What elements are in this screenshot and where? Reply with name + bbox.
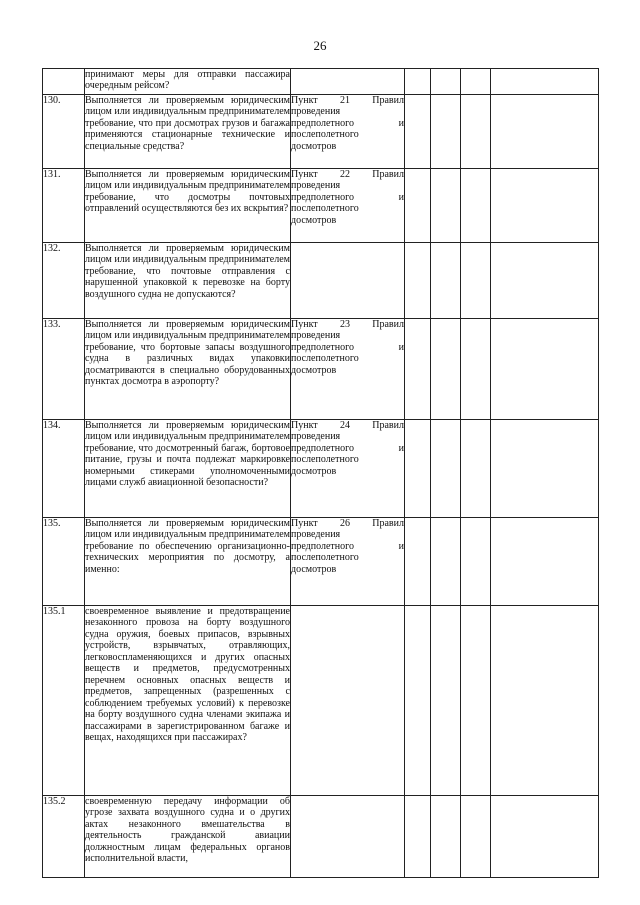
question-text: принимают меры для отправки пассажира очередным рейсом? bbox=[85, 69, 291, 95]
answer-cell bbox=[491, 420, 599, 518]
answer-cell bbox=[431, 243, 461, 319]
ref-word: Пункт bbox=[291, 95, 318, 106]
answer-cell bbox=[431, 518, 461, 606]
legal-reference bbox=[291, 796, 405, 878]
ref-word: досмотров bbox=[291, 364, 337, 376]
answer-cell bbox=[461, 606, 491, 796]
ref-word: послеполетного bbox=[291, 552, 359, 564]
answer-cell bbox=[491, 243, 599, 319]
answer-cell bbox=[491, 69, 599, 95]
answer-cell bbox=[405, 243, 431, 319]
table-row bbox=[43, 169, 599, 243]
answer-cell bbox=[461, 420, 491, 518]
legal-reference bbox=[291, 243, 405, 319]
row-number bbox=[43, 69, 85, 95]
table-row bbox=[43, 95, 599, 169]
ref-word: предполетного bbox=[291, 117, 354, 129]
ref-word: Пункт bbox=[291, 169, 318, 180]
answer-cell bbox=[491, 95, 599, 169]
ref-word: предполетного bbox=[291, 540, 354, 552]
answer-cell bbox=[405, 518, 431, 606]
ref-word: Пункт bbox=[291, 319, 318, 330]
answer-cell bbox=[405, 319, 431, 420]
answer-cell bbox=[431, 95, 461, 169]
ref-word: досмотров bbox=[291, 465, 337, 477]
answer-cell bbox=[405, 420, 431, 518]
ref-item-number: 24 bbox=[339, 420, 350, 431]
ref-word: досмотров bbox=[291, 140, 337, 152]
table-row bbox=[43, 796, 599, 878]
ref-word: проведения bbox=[291, 529, 341, 541]
answer-cell bbox=[405, 796, 431, 878]
ref-item-number: 26 bbox=[339, 518, 350, 529]
ref-word: послеполетного bbox=[291, 353, 359, 365]
row-number: 135.1 bbox=[43, 606, 85, 796]
legal-reference bbox=[291, 319, 405, 420]
answer-cell bbox=[431, 796, 461, 878]
answer-cell bbox=[491, 606, 599, 796]
legal-reference bbox=[291, 169, 405, 243]
legal-reference bbox=[291, 95, 405, 169]
ref-word: досмотров bbox=[291, 563, 337, 575]
answer-cell bbox=[461, 69, 491, 95]
answer-cell bbox=[461, 796, 491, 878]
answer-cell bbox=[405, 69, 431, 95]
ref-word: Пункт bbox=[291, 518, 318, 529]
ref-word: предполетного bbox=[291, 341, 354, 353]
answer-cell bbox=[491, 169, 599, 243]
ref-word: Пункт bbox=[291, 420, 318, 431]
ref-word: проведения bbox=[291, 106, 341, 118]
row-number: 131. bbox=[43, 169, 85, 243]
page-number: 26 bbox=[313, 38, 327, 53]
table-row bbox=[43, 420, 599, 518]
answer-cell bbox=[491, 319, 599, 420]
answer-cell bbox=[491, 796, 599, 878]
ref-word: послеполетного bbox=[291, 203, 359, 215]
table-row bbox=[43, 69, 599, 95]
row-number: 133. bbox=[43, 319, 85, 420]
ref-word: проведения bbox=[291, 330, 341, 342]
ref-word: предполетного bbox=[291, 442, 354, 454]
row-number: 135. bbox=[43, 518, 85, 606]
question-text: своевременное выявление и предотвращение незаконного провоза на борту воздушного судна оружия, боевых припасов, взрывных устройств, взрывчатых, отравляющих, легковоспламеняющихся и других опасных веществ и предметов, предусмотренных перечнем основных опасных веществ и предметов, запрещенных (разрешенных с соблюдением требуемых условий) к перевозке на борту воздушного судна членами экипажа и пассажирами в зарегистрированном багаже и вещах, находящихся при пассажирах? bbox=[85, 606, 291, 796]
ref-word: Правил bbox=[372, 420, 404, 431]
table-row bbox=[43, 243, 599, 319]
row-number: 134. bbox=[43, 420, 85, 518]
question-text: Выполняется ли проверяемым юридическим лицом или индивидуальным предпринимателем требование, что досмотры почтовых отправлений осуществляются без их вскрытия? bbox=[85, 169, 291, 243]
ref-item-number: 21 bbox=[339, 95, 350, 106]
row-number: 135.2 bbox=[43, 796, 85, 878]
ref-word: проведения bbox=[291, 180, 341, 192]
legal-reference bbox=[291, 518, 405, 606]
question-text: Выполняется ли проверяемым юридическим лицом или индивидуальным предпринимателем требование, что бортовые запасы воздушного судна в различных видах упаковки досматриваются в специально оборудованных пунктах досмотра в аэропорту? bbox=[85, 319, 291, 420]
ref-word: Правил bbox=[372, 518, 404, 529]
question-text: Выполняется ли проверяемым юридическим лицом или индивидуальным предпринимателем требование по обеспечению организационно-технических мероприятия по досмотру, а именно: bbox=[85, 518, 291, 606]
ref-word: Правил bbox=[372, 95, 404, 106]
answer-cell bbox=[461, 243, 491, 319]
ref-word: послеполетного bbox=[291, 129, 359, 141]
answer-cell bbox=[431, 319, 461, 420]
answer-cell bbox=[405, 95, 431, 169]
answer-cell bbox=[431, 169, 461, 243]
ref-item-number: 23 bbox=[339, 319, 350, 330]
answer-cell bbox=[431, 420, 461, 518]
ref-word: и bbox=[398, 540, 404, 552]
checklist-table bbox=[42, 68, 599, 878]
ref-word: послеполетного bbox=[291, 454, 359, 466]
answer-cell bbox=[491, 518, 599, 606]
ref-word: и bbox=[398, 191, 404, 203]
answer-cell bbox=[431, 606, 461, 796]
ref-word: и bbox=[398, 442, 404, 454]
answer-cell bbox=[461, 319, 491, 420]
ref-word: Правил bbox=[372, 319, 404, 330]
answer-cell bbox=[461, 169, 491, 243]
answer-cell bbox=[461, 95, 491, 169]
question-text: Выполняется ли проверяемым юридическим лицом или индивидуальным предпринимателем требование, что при досмотрах грузов и багажа применяются стационарные технические и специальные средства? bbox=[85, 95, 291, 169]
question-text: своевременную передачу информации об угрозе захвата воздушного судна и о других актах незаконного вмешательства в деятельность гражданской авиации должностным лицам федеральных органов исполнительной власти, bbox=[85, 796, 291, 878]
ref-word: и bbox=[398, 341, 404, 353]
question-text: Выполняется ли проверяемым юридическим лицом или индивидуальным предпринимателем требование, что досмотренный багаж, бортовое питание, грузы и почта подлежат маркировке номерными стикерами уполномоченными лицами служб авиационной безопасности? bbox=[85, 420, 291, 518]
ref-item-number: 22 bbox=[339, 169, 350, 180]
answer-cell bbox=[431, 69, 461, 95]
table-row bbox=[43, 606, 599, 796]
row-number: 132. bbox=[43, 243, 85, 319]
answer-cell bbox=[461, 518, 491, 606]
ref-word: проведения bbox=[291, 431, 341, 443]
legal-reference bbox=[291, 606, 405, 796]
ref-word: Правил bbox=[372, 169, 404, 180]
ref-word: досмотров bbox=[291, 214, 337, 226]
legal-reference bbox=[291, 420, 405, 518]
table-row bbox=[43, 518, 599, 606]
answer-cell bbox=[405, 169, 431, 243]
row-number: 130. bbox=[43, 95, 85, 169]
table-row bbox=[43, 319, 599, 420]
ref-word: предполетного bbox=[291, 191, 354, 203]
legal-reference bbox=[291, 69, 405, 95]
ref-word: и bbox=[398, 117, 404, 129]
answer-cell bbox=[405, 606, 431, 796]
question-text: Выполняется ли проверяемым юридическим лицом или индивидуальным предпринимателем требование, что почтовые отправления с нарушенной упаковкой к перевозке на борту воздушного судна не допускаются? bbox=[85, 243, 291, 319]
